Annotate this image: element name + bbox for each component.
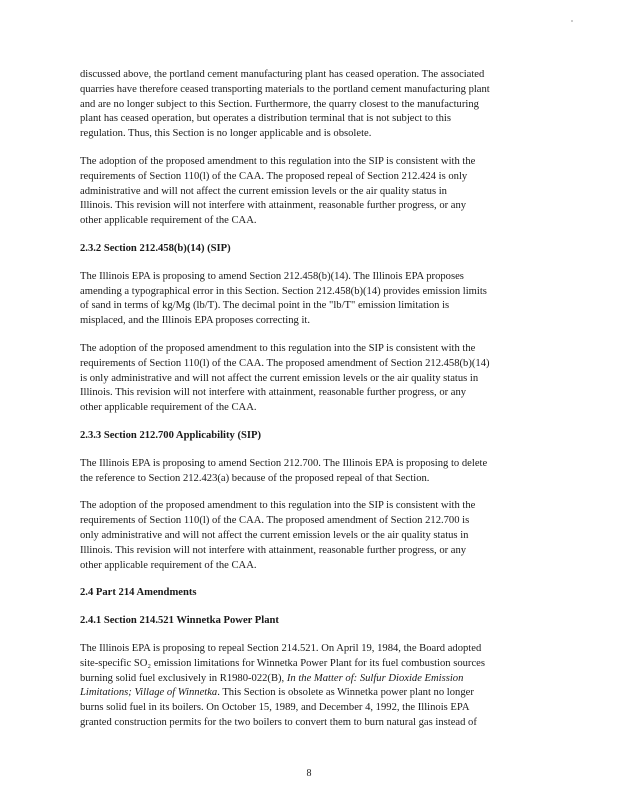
text-line: The adoption of the proposed amendment to this regulation into the SIP is consistent with the [80,342,476,354]
paragraph-sip-consistency-212-458 [80,342,548,416]
text-line: burns solid fuel in its boilers. On October 15, 1989, and December 4, 1992, the Illinois EPA [80,702,470,714]
text-line: The Illinois EPA is proposing to repeal Section 214.521. On April 19, 1984, the Board adopted [80,642,482,654]
text-line: The adoption of the proposed amendment to this regulation into the SIP is consistent with the [80,500,476,512]
text-line: amending a typographical error in this Section. Section 212.458(b)(14) provides emission limits [80,285,487,297]
text-line: Illinois. This revision will not interfere with attainment, reasonable further progress, or any [80,387,467,399]
text-line: other applicable requirement of the CAA. [80,559,257,571]
text-line: other applicable requirement of the CAA. [80,215,257,227]
text-line: Illinois. This revision will not interfere with attainment, reasonable further progress, or any [80,200,467,212]
paragraph-winnetka-repeal [80,642,548,731]
text-line: discussed above, the portland cement manufacturing plant has ceased operation. The associated [80,69,485,80]
text-line: regulation. Thus, this Section is no longer applicable and is obsolete. [80,128,372,140]
paragraph-amend-212-700 [80,457,548,487]
text-line: and are no longer subject to this Section. Furthermore, the quarry closest to the manufacturing [80,98,479,110]
text-line: granted construction permits for the two boilers to convert them to burn natural gas instead of [80,716,477,728]
heading-section-2-3-2: 2.3.2 Section 212.458(b)(14) (SIP) [80,242,231,254]
text-line: requirements of Section 110(l) of the CAA. The proposed amendment of Section 212.458(b)(14) [80,357,490,369]
text-run: . This Section is obsolete as Winnetka power plant no longer [217,687,474,699]
text-line: requirements of Section 110(l) of the CAA. The proposed amendment of Section 212.700 is [80,515,470,527]
paragraph-sip-consistency-212-700 [80,499,548,573]
text-line: quarries have therefore ceased transporting materials to the portland cement manufacturing plant [80,83,490,95]
paragraph-typographical-error [80,270,548,329]
text-line: The Illinois EPA is proposing to amend Section 212.458(b)(14). The Illinois EPA proposes [80,270,464,282]
text-line: plant has ceased operation, but operates a distribution terminal that is not subject to this [80,113,451,125]
case-citation: In the Matter of: Sulfur Dioxide Emission [286,672,464,684]
paragraph-sip-consistency-212-424 [80,155,548,229]
text-line: is only administrative and will not affect the current emission levels or the air quality status in [80,372,479,384]
text-line: The adoption of the proposed amendment to this regulation into the SIP is consistent with the [80,155,476,167]
text-line: The Illinois EPA is proposing to amend Section 212.700. The Illinois EPA is proposing to delete [80,457,488,469]
text-line: site-specific SO₂ emission limitations for Winnetka Power Plant for its fuel combustion sources [80,657,485,669]
text-line [80,672,548,687]
text-line: Illinois. This revision will not interfere with attainment, reasonable further progress, or any [80,544,467,556]
page-number: 8 [306,768,312,779]
text-line: only administrative and will not affect the current emission levels or the air quality status in [80,529,469,541]
text-line: administrative and will not affect the current emission levels or the air quality status in [80,185,447,197]
text-line: the reference to Section 212.423(a) because of the proposed repeal of that Section. [80,472,430,484]
case-citation: Limitations; Village of Winnetka [80,687,218,699]
text-run: burning solid fuel exclusively in R1980-022(B), [80,672,287,684]
text-line: misplaced, and the Illinois EPA proposes correcting it. [80,315,310,327]
text-line: requirements of Section 110(l) of the CAA. The proposed repeal of Section 212.424 is only [80,170,468,182]
paragraph-obsolete-quarries [80,68,548,142]
heading-section-2-3-3: 2.3.3 Section 212.700 Applicability (SIP) [80,429,261,441]
heading-section-2-4: 2.4 Part 214 Amendments [80,587,197,599]
text-line: other applicable requirement of the CAA. [80,402,257,414]
scan-speck [571,20,573,22]
text-line: of sand in terms of kg/Mg (lb/T). The decimal point in the "lb/T" emission limitation is [80,300,450,312]
heading-section-2-4-1: 2.4.1 Section 214.521 Winnetka Power Plant [80,615,279,627]
document-body [80,68,548,744]
text-line [80,686,548,701]
